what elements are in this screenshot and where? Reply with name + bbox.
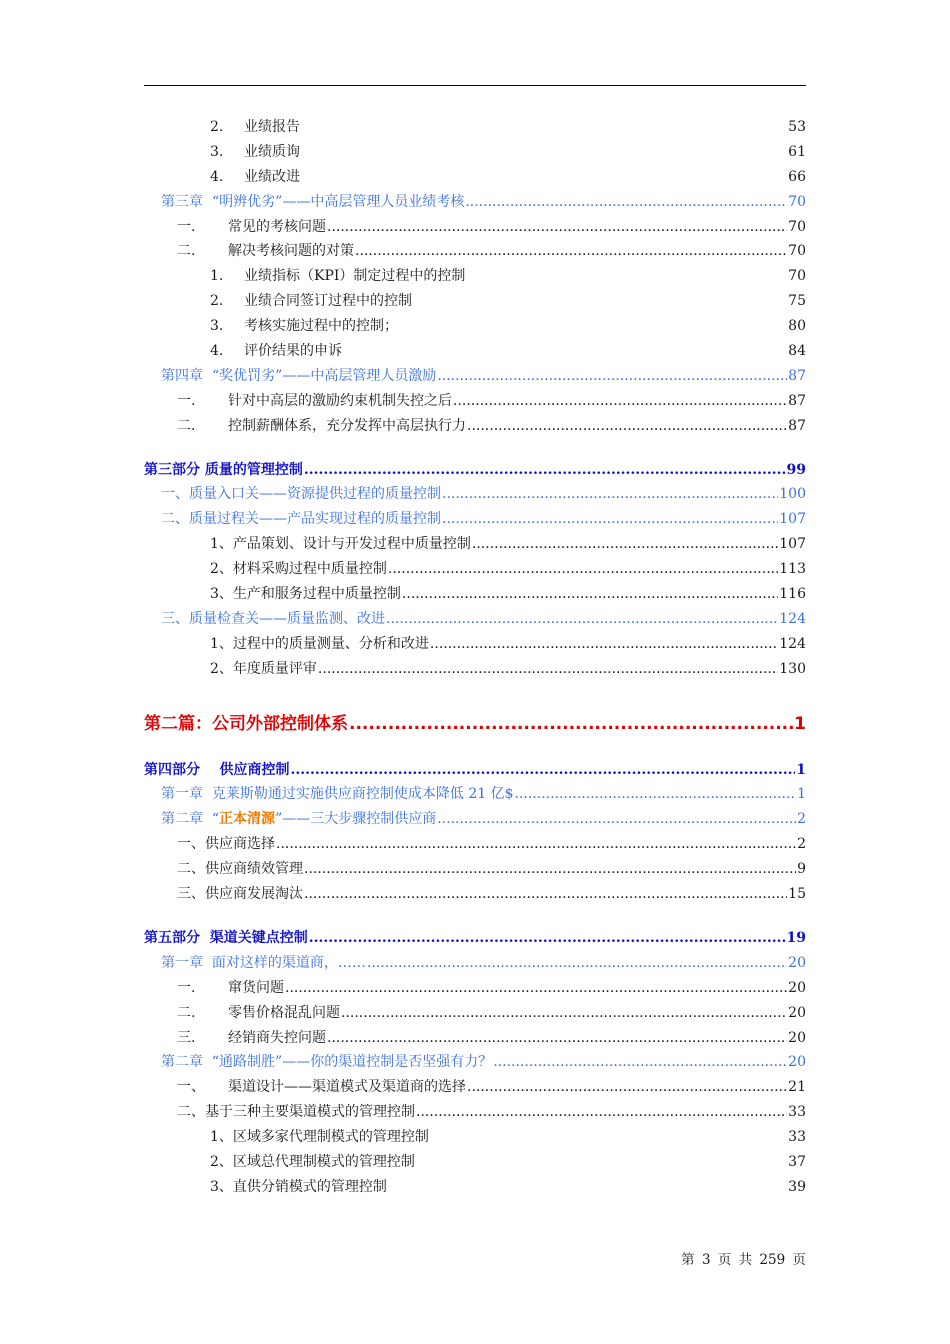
toc-entry[interactable] xyxy=(144,833,806,858)
toc-chapter[interactable] xyxy=(144,952,806,977)
toc-entry-title: 业绩报告 xyxy=(244,119,300,135)
toc-entry-title: 1、过程中的质量测量、分析和改进 xyxy=(210,635,429,652)
toc-chapter-title: 三、质量检查关——质量监测、改进 xyxy=(161,610,385,627)
toc-entry-title: 控制薪酬体系，充分发挥中高层执行力 xyxy=(228,417,466,434)
toc-entry-title: 2、材料采购过程中质量控制 xyxy=(210,561,387,578)
page-footer: 第 3 页 共 259 页 xyxy=(681,1252,806,1268)
toc-entry-page: 20 xyxy=(788,1029,806,1046)
toc-entry-page: 20 xyxy=(788,979,806,996)
toc-entry-page: 80 xyxy=(788,318,806,335)
toc-entry-title: 三、供应商发展淘汰 xyxy=(177,886,303,903)
toc-book-title: 第二篇：公司外部控制体系 xyxy=(144,713,348,734)
toc-chapter-title: “奖优罚劣”——中高层管理人员激励 xyxy=(212,367,437,384)
toc-entry-page: 75 xyxy=(788,293,806,310)
toc-entry[interactable]: 二. 零售价格混乱问题 ..... 20 xyxy=(144,1002,806,1027)
toc-entry-title: 业绩质询 xyxy=(244,143,300,160)
toc-chapter-page: 2 xyxy=(797,811,806,828)
toc-entry-page: 61 xyxy=(788,143,806,160)
toc-entry[interactable]: 2. 业绩合同签订过程中的控制 75 xyxy=(144,290,806,315)
toc-entry-title: 业绩指标（KPI）制定过程中的控制 xyxy=(244,268,466,285)
toc-entry-page: 87 xyxy=(788,417,806,434)
toc-entry[interactable]: 一. 常见的考核问题 ..... 70 xyxy=(144,216,806,241)
toc-entry-title: 针对中高层的激励约束机制失控之后 xyxy=(228,392,452,409)
toc-chapter-title: 第一章 面对这样的渠道商，…… xyxy=(161,954,366,971)
toc-entry-page: 21 xyxy=(788,1079,806,1096)
toc-entry[interactable]: 三. 经销商失控问题 ..... 20 xyxy=(144,1027,806,1052)
toc-entry-page: 66 xyxy=(788,168,806,185)
toc-entry[interactable] xyxy=(144,1176,806,1201)
toc-chapter-title: 第一章 克莱斯勒通过实施供应商控制使成本降低 21 亿$ xyxy=(161,786,514,803)
toc-entry-title: 一、供应商选择 xyxy=(177,836,275,853)
toc-entry-title: 常见的考核问题 xyxy=(228,218,326,235)
toc-chapter[interactable] xyxy=(144,508,806,533)
toc-chapter[interactable]: 第四章 “奖优罚劣”——中高层管理人员激励 ..... 87 xyxy=(144,365,806,390)
toc-chapter-title: 一、质量入口关——资源提供过程的质量控制 xyxy=(161,486,441,503)
toc-part-page: 99 xyxy=(786,461,806,478)
toc-entry-page: 116 xyxy=(779,586,806,603)
toc-entry-page: 70 xyxy=(788,243,806,260)
toc-chapter-title: 二、质量过程关——产品实现过程的质量控制 xyxy=(161,511,441,528)
toc-chapter-page: 20 xyxy=(788,954,806,971)
toc-entry[interactable] xyxy=(144,858,806,883)
toc-entry[interactable]: 3. 考核实施过程中的控制； 80 xyxy=(144,315,806,340)
toc-entry-title: 1、产品策划、设计与开发过程中质量控制 xyxy=(210,536,471,553)
toc-chapter[interactable] xyxy=(144,608,806,633)
toc-entry[interactable]: 4. 评价结果的申诉 84 xyxy=(144,340,806,365)
toc-entry-title: 窜货问题 xyxy=(228,979,284,996)
toc-book-heading[interactable] xyxy=(144,709,806,739)
toc-entry[interactable]: 4. 业绩改进 66 xyxy=(144,166,806,191)
toc-chapter-page: 1 xyxy=(797,786,806,803)
toc-part-title: 第四部分 供应商控制 xyxy=(144,761,290,778)
toc-entry[interactable] xyxy=(144,658,806,683)
toc-entry-title: 评价结果的申诉 xyxy=(244,343,342,360)
toc-entry-title: 经销商失控问题 xyxy=(228,1029,326,1046)
toc-entry-page: 53 xyxy=(788,119,806,135)
toc-entry-page: 124 xyxy=(779,635,806,652)
toc-chapter-title: 第二章 “正本清源”——三大步骤控制供应商 xyxy=(161,811,437,828)
toc-chapter-page: 20 xyxy=(788,1054,806,1071)
toc-entry-page: 130 xyxy=(779,660,806,677)
toc-entry-title: 3、直供分销模式的管理控制 xyxy=(210,1178,387,1195)
toc-entry[interactable]: 一、 渠道设计——渠道模式及渠道商的选择 ..... 21 xyxy=(144,1076,806,1101)
toc-chapter-page: 87 xyxy=(788,367,806,384)
toc-entry[interactable] xyxy=(144,1101,806,1126)
toc-entry[interactable] xyxy=(144,533,806,558)
toc-entry-title: 零售价格混乱问题 xyxy=(228,1004,340,1021)
toc-entry-title: 二、供应商绩效管理 xyxy=(177,861,303,878)
toc-entry[interactable] xyxy=(144,1126,806,1151)
toc-entry-page: 87 xyxy=(788,392,806,409)
toc-chapter-page: 107 xyxy=(779,511,806,528)
toc-chapter-page: 124 xyxy=(779,610,806,627)
toc-entry[interactable] xyxy=(144,558,806,583)
toc-part-title: 第五部分 渠道关键点控制 xyxy=(144,929,308,946)
toc-chapter[interactable] xyxy=(144,483,806,508)
toc-part-heading[interactable] xyxy=(144,759,806,784)
toc-entry[interactable]: 1. 业绩指标（KPI）制定过程中的控制 70 xyxy=(144,265,806,290)
toc-entry-page: 37 xyxy=(788,1153,806,1170)
toc-entry-page: 107 xyxy=(779,536,806,553)
toc-entry[interactable] xyxy=(144,883,806,908)
toc-entry[interactable] xyxy=(144,583,806,608)
toc-entry-page: 9 xyxy=(797,861,806,878)
toc-entry[interactable]: 二. 解决考核问题的对策 ..... 70 xyxy=(144,240,806,265)
toc-part-heading[interactable] xyxy=(144,459,806,484)
toc-chapter-page: 70 xyxy=(788,193,806,210)
toc-entry-title: 解决考核问题的对策 xyxy=(228,243,354,260)
toc-part-title: 第三部分 质量的管理控制 xyxy=(144,461,303,478)
toc-entry-title: 考核实施过程中的控制； xyxy=(244,318,398,335)
toc-entry[interactable]: 一. 窜货问题 ..... 20 xyxy=(144,977,806,1002)
toc-entry-title: 2、区域总代理制模式的管理控制 xyxy=(210,1153,415,1170)
toc-entry-page: 33 xyxy=(788,1104,806,1121)
toc-chapter[interactable] xyxy=(144,808,806,833)
highlight-text: 正本清源 xyxy=(219,811,276,828)
toc-entry[interactable]: 一. 针对中高层的激励约束机制失控之后 ..... 87 xyxy=(144,390,806,415)
toc-entry-title: 业绩改进 xyxy=(244,168,300,185)
toc-part-page: 19 xyxy=(786,929,806,946)
toc-entry[interactable]: 二. 控制薪酬体系，充分发挥中高层执行力 ..... 87 xyxy=(144,415,806,440)
toc-entry-page: 39 xyxy=(788,1178,806,1195)
toc-entry-title: 2、年度质量评审 xyxy=(210,660,317,677)
toc-entry-title: 业绩合同签订过程中的控制 xyxy=(244,293,412,310)
header-rule xyxy=(144,85,806,86)
toc-entry[interactable] xyxy=(144,633,806,658)
toc-chapter-title: “明辨优劣”——中高层管理人员业绩考核 xyxy=(212,193,465,210)
toc-entry-page: 70 xyxy=(788,268,806,285)
toc-entry[interactable] xyxy=(144,1151,806,1176)
toc-entry-page: 2 xyxy=(797,836,806,853)
toc-chapter-page: 100 xyxy=(779,486,806,503)
toc-entry-page: 20 xyxy=(788,1004,806,1021)
toc-entry-title: 渠道设计——渠道模式及渠道商的选择 xyxy=(228,1079,466,1096)
toc-entry[interactable]: 3. 业绩质询 61 xyxy=(144,141,806,166)
toc-entry-page: 84 xyxy=(788,343,806,360)
toc-part-heading[interactable] xyxy=(144,927,806,952)
toc-chapter[interactable]: 第三章 “明辨优劣”——中高层管理人员业绩考核 ..... 70 xyxy=(144,191,806,216)
toc-chapter-title: 第二章 “通路制胜”——你的渠道控制是否坚强有力？ xyxy=(161,1054,493,1071)
table-of-contents xyxy=(144,116,806,1201)
toc-entry-title: 3、生产和服务过程中质量控制 xyxy=(210,586,401,603)
toc-entry-page: 113 xyxy=(779,561,806,578)
toc-book-page: 1 xyxy=(794,713,806,734)
toc-entry[interactable]: 2. 业绩报告 53 xyxy=(144,116,806,141)
toc-chapter[interactable] xyxy=(144,783,806,808)
toc-entry-title: 二、基于三种主要渠道模式的管理控制 xyxy=(177,1104,415,1121)
toc-entry-page: 70 xyxy=(788,218,806,235)
toc-entry-page: 33 xyxy=(788,1129,806,1146)
toc-entry-title: 1、区域多家代理制模式的管理控制 xyxy=(210,1129,429,1146)
toc-entry-page: 15 xyxy=(788,886,806,903)
toc-chapter[interactable] xyxy=(144,1051,806,1076)
toc-part-page: 1 xyxy=(796,761,806,778)
